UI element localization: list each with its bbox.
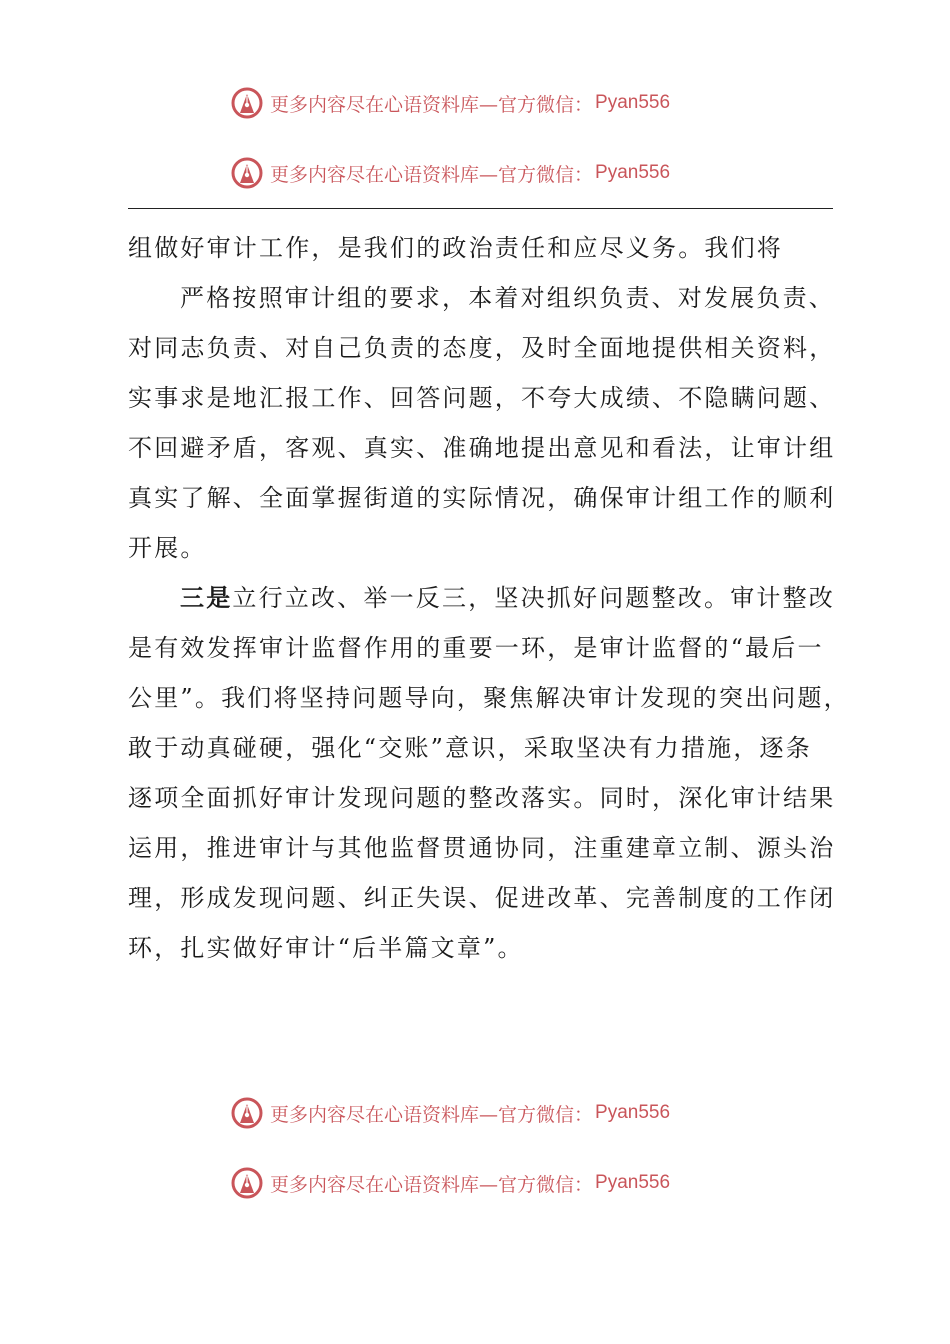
pen-nib-logo-icon	[230, 1166, 264, 1200]
text-line: 不回避矛盾，客观、真实、准确地提出意见和看法，让审计组	[128, 434, 836, 462]
paragraph-lead-label: 三是	[180, 584, 233, 612]
text-line: 运用，推进审计与其他监督贯通协同，注重建章立制、源头治	[128, 834, 836, 862]
text-line: 实事求是地汇报工作、回答问题，不夸大成绩、不隐瞒问题、	[128, 384, 836, 412]
document-body	[128, 223, 848, 973]
banner-wechat-id: Pyan556	[595, 1172, 671, 1193]
text-line: 是有效发挥审计监督作用的重要一环，是审计监督的“最后一	[128, 634, 824, 662]
banner-text: 更多内容尽在心语资料库—官方微信：	[270, 1173, 594, 1196]
text-line-rest: 立行立改、举一反三，坚决抓好问题整改。审计整改	[232, 584, 836, 612]
text-line: 逐项全面抓好审计发现问题的整改落实。同时，深化审计结果	[128, 784, 836, 812]
footer-banner-1	[230, 1095, 750, 1131]
banner-wechat-id: Pyan556	[595, 92, 671, 113]
banner-text: 更多内容尽在心语资料库—官方微信：	[270, 163, 594, 186]
text-line: 组做好审计工作，是我们的政治责任和应尽义务。我们将	[128, 234, 783, 262]
pen-nib-logo-icon	[230, 156, 264, 190]
pen-nib-logo-icon	[230, 86, 264, 120]
text-line: 开展。	[128, 534, 207, 562]
banner-wechat-id: Pyan556	[595, 162, 671, 183]
banner-text: 更多内容尽在心语资料库—官方微信：	[270, 1103, 594, 1126]
text-line: 环，扎实做好审计“后半篇文章”。	[128, 934, 524, 962]
text-line: 公里”。我们将坚持问题导向，聚焦解决审计发现的突出问题，	[128, 684, 850, 712]
paragraph-3-first-line	[128, 573, 848, 623]
text-line: 真实了解、全面掌握街道的实际情况，确保审计组工作的顺利	[128, 484, 836, 512]
banner-wechat-id: Pyan556	[595, 1102, 671, 1123]
header-banner-1	[230, 85, 750, 121]
text-line: 理，形成发现问题、纠正失误、促进改革、完善制度的工作闭	[128, 884, 836, 912]
footer-banner-2	[230, 1165, 750, 1201]
header-banner-2	[230, 155, 750, 191]
banner-text: 更多内容尽在心语资料库—官方微信：	[270, 93, 594, 116]
text-line: 严格按照审计组的要求，本着对组织负责、对发展负责、	[180, 284, 835, 312]
header-divider	[128, 208, 833, 209]
pen-nib-logo-icon	[230, 1096, 264, 1130]
text-line: 对同志负责、对自己负责的态度，及时全面地提供相关资料，	[128, 334, 836, 362]
text-line: 敢于动真碰硬，强化“交账”意识，采取坚决有力措施，逐条	[128, 734, 812, 762]
